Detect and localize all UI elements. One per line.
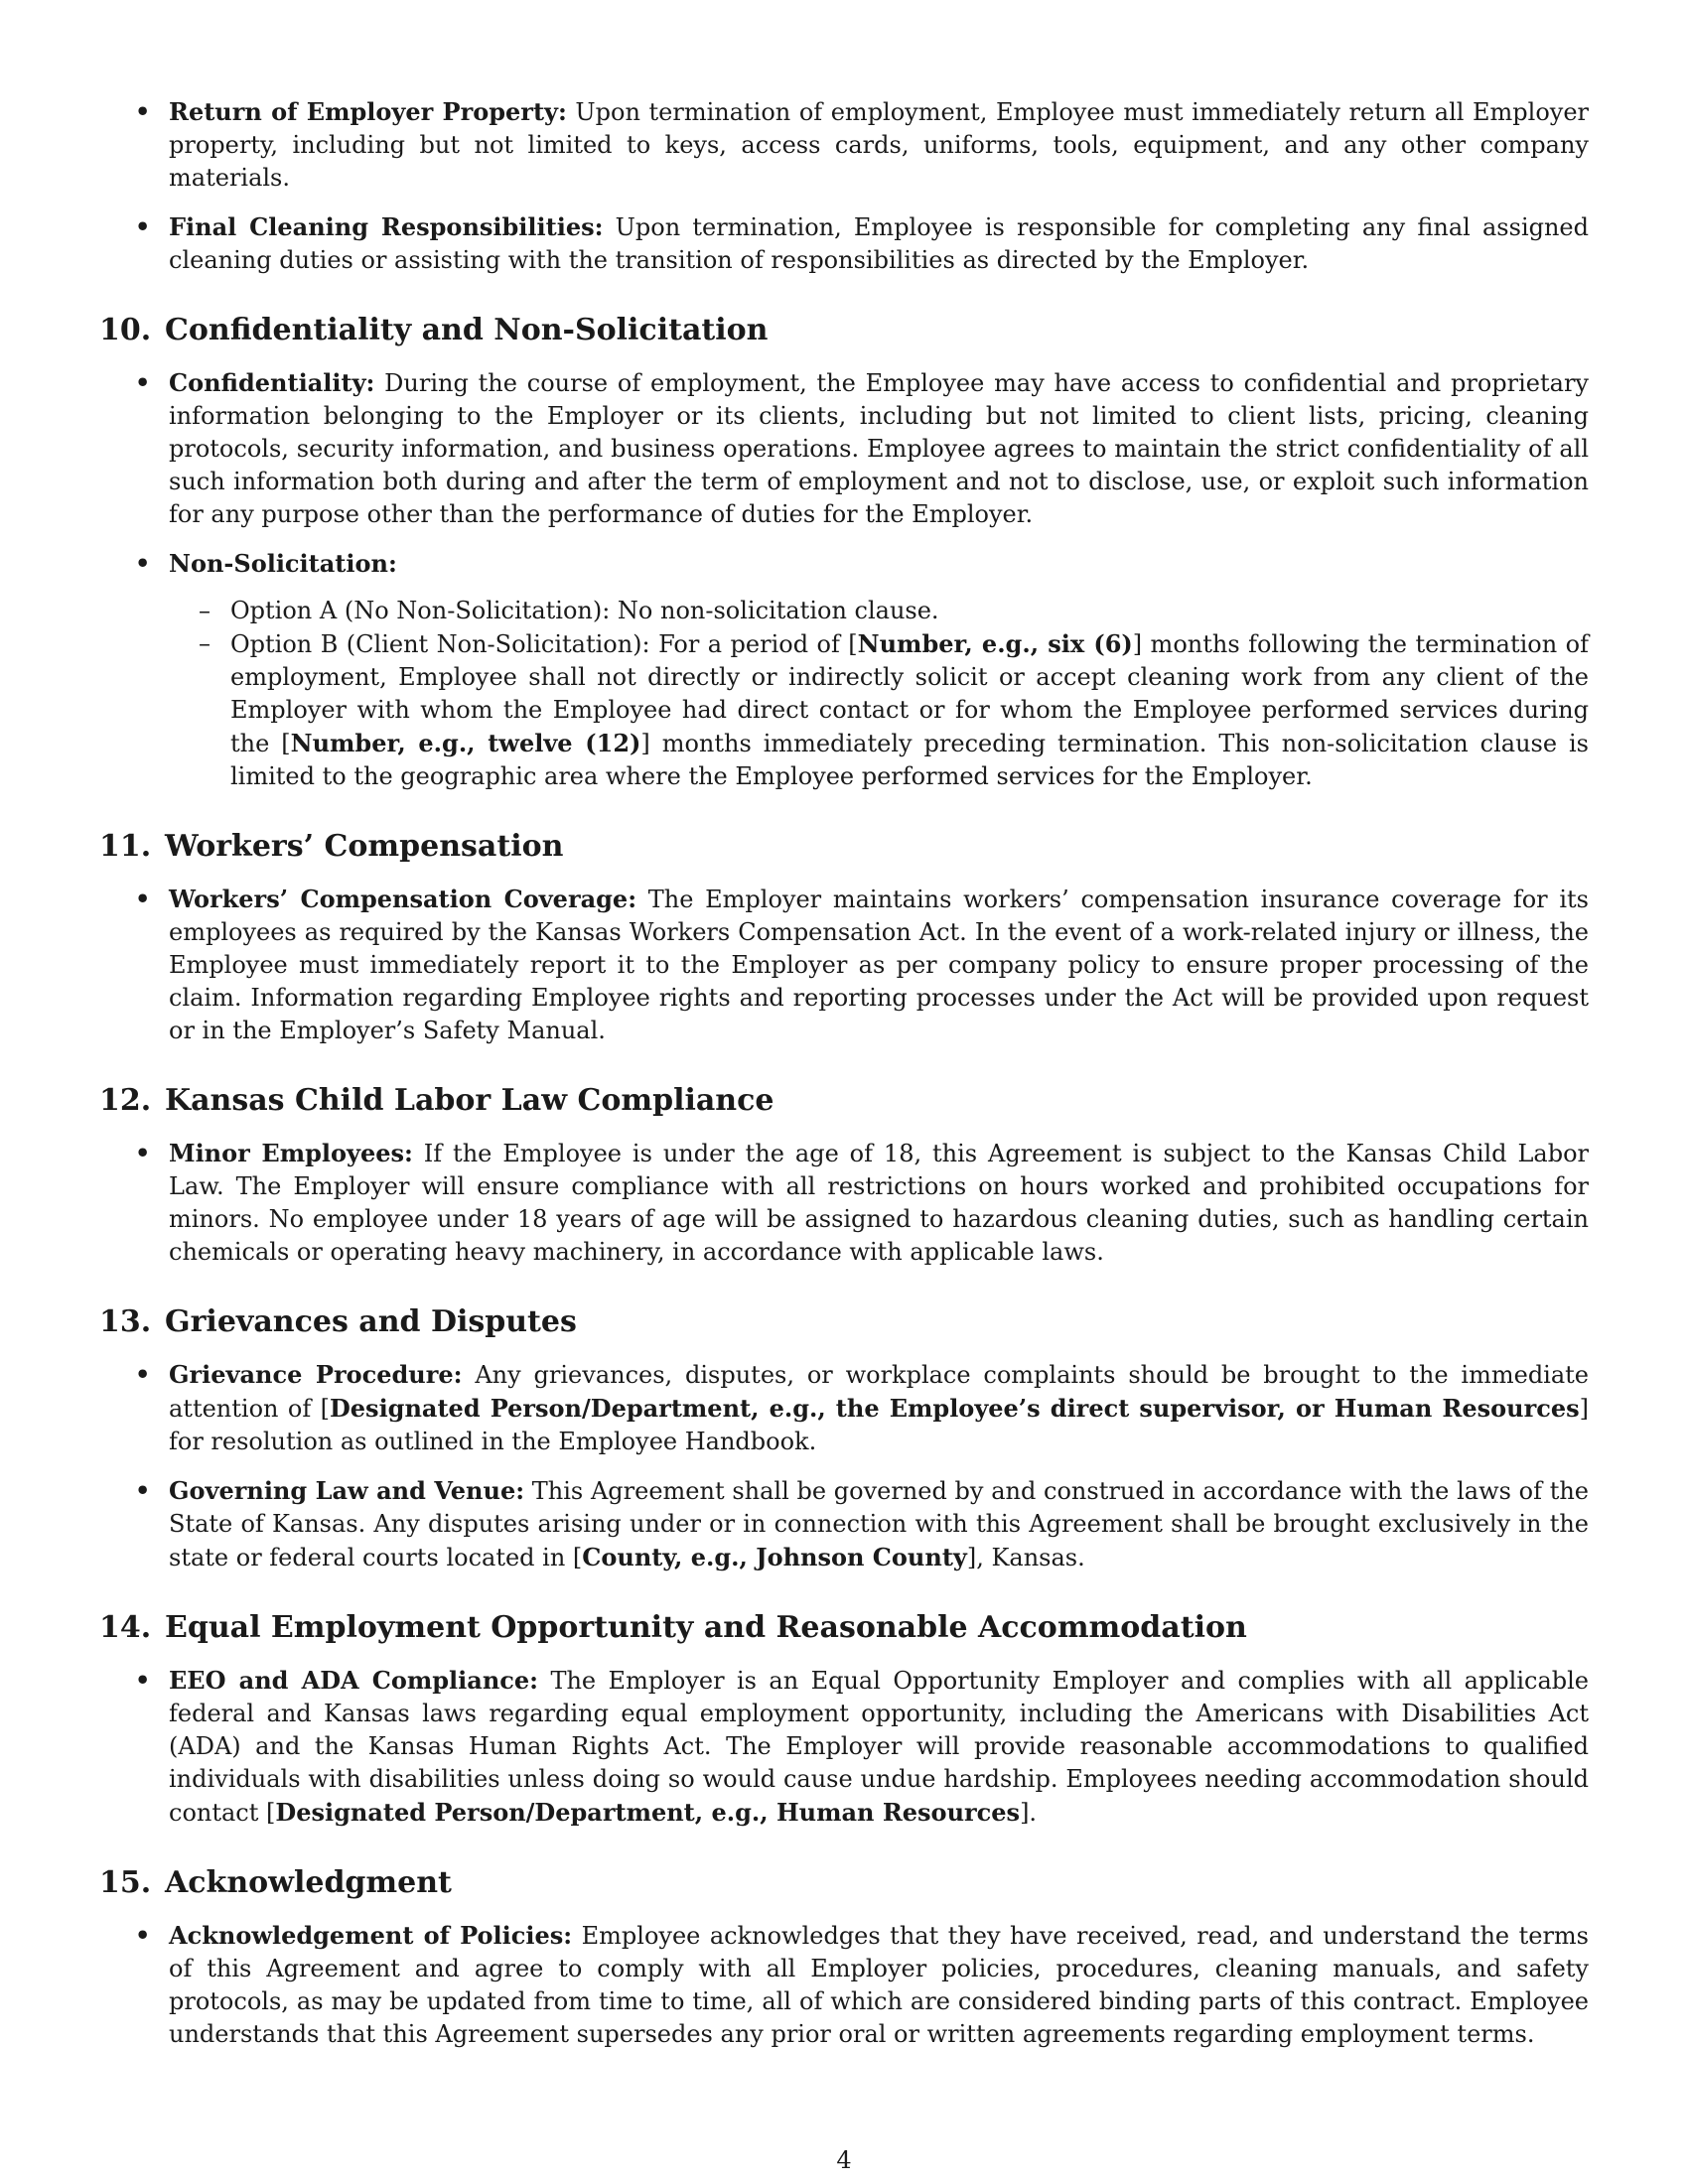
placeholder-text: Designated Person/Department, e.g., Human Resources	[275, 1798, 1021, 1827]
item-label: Acknowledgement of Policies:	[169, 1921, 573, 1950]
section-13-list	[99, 1358, 1589, 1574]
option-text: ] months following the termination of employment, Employee shall not directly or indirectly solicit or accept cleaning work from any client of the Employer with whom the Employee had direct contact or for whom the Employee performed services during the [	[230, 630, 1589, 757]
bullet-icon: •	[135, 97, 151, 126]
item-text: Upon termination of employment, Employee must immediately return all Employer property, including but not limited to keys, access cards, uniforms, tools, equipment, and any other company materials.	[169, 98, 1589, 192]
section-title: Workers’ Compensation	[165, 829, 564, 864]
item-text: Employee acknowledges that they have received, read, and understand the terms of this Agreement and agree to comply with all Employer policies, procedures, cleaning manuals, and safety protocols, as may be updated from time to time, all of which are considered binding parts of this contract. Employee understands that this Agreement supersedes any prior oral or written agreements regarding employment terms.	[169, 1922, 1589, 2048]
item-label: Governing Law and Venue:	[169, 1476, 525, 1505]
item-label: Final Cleaning Responsibilities:	[169, 212, 604, 241]
dash-icon: –	[199, 629, 211, 657]
bullet-icon: •	[135, 1921, 151, 1950]
placeholder-text: County, e.g., Johnson County	[582, 1543, 967, 1571]
list-item-eeo-ada	[99, 1664, 1589, 1830]
section-number: 10.	[99, 313, 152, 347]
item-label: Return of Employer Property:	[169, 97, 567, 126]
bullet-icon: •	[135, 1476, 151, 1505]
section-heading-12	[99, 1081, 1589, 1121]
placeholder-text: Number, e.g., twelve (12)	[290, 729, 641, 757]
list-item-workers-comp	[99, 883, 1589, 1047]
item-text: ], Kansas.	[966, 1544, 1085, 1571]
option-b	[169, 627, 1589, 793]
section-number: 12.	[99, 1083, 152, 1118]
termination-list	[99, 95, 1589, 277]
item-label: Minor Employees:	[169, 1139, 413, 1167]
non-solicitation-options	[169, 595, 1589, 793]
item-text: The Employer is an Equal Opportunity Employer and complies with all applicable federal and Kansas laws regarding equal employment opportunity, including the Americans with Disabilities Act (ADA) and the Kansas Human Rights Act. The Employer will provide reasonable accommodations to qualified individuals with disabilities unless doing so would cause undue hardship. Employees needing accommodation should contact [	[169, 1667, 1590, 1827]
section-number: 15.	[99, 1865, 152, 1900]
list-item-acknowledgement	[99, 1919, 1589, 2051]
item-label: EEO and ADA Compliance:	[169, 1666, 539, 1695]
bullet-icon: •	[135, 1666, 151, 1695]
item-text: ] for resolution as outlined in the Employee Handbook.	[169, 1395, 1590, 1455]
list-item-confidentiality	[99, 366, 1589, 531]
section-number: 13.	[99, 1304, 152, 1339]
section-heading-14	[99, 1608, 1589, 1648]
option-text: Option A (No Non-Solicitation): No non-solicitation clause.	[230, 597, 939, 624]
list-item-governing-law	[99, 1474, 1589, 1574]
page-content	[99, 95, 1589, 2067]
item-label: Non-Solicitation:	[169, 549, 397, 578]
dash-icon: –	[199, 597, 211, 624]
section-title: Confidentiality and Non-Solicitation	[165, 313, 769, 347]
item-label: Confidentiality:	[169, 368, 375, 397]
section-title: Kansas Child Labor Law Compliance	[165, 1083, 774, 1118]
section-title: Equal Employment Opportunity and Reasonable Accommodation	[165, 1610, 1247, 1645]
section-title: Acknowledgment	[165, 1865, 452, 1900]
option-a	[169, 595, 1589, 627]
page-number: 4	[836, 2146, 852, 2174]
list-item-final-cleaning	[99, 210, 1589, 277]
section-title: Grievances and Disputes	[165, 1304, 577, 1339]
bullet-icon: •	[135, 885, 151, 913]
item-text: During the course of employment, the Employee may have access to confidential and proprietary information belonging to the Employer or its clients, including but not limited to client lists, pricing, cleaning protocols, security information, and business operations. Employee agrees to maintain the strict confidentiality of all such information both during and after the term of employment and not to disclose, use, or exploit such information for any purpose other than the performance of duties for the Employer.	[169, 369, 1589, 528]
section-12-list	[99, 1137, 1589, 1269]
section-10-list	[99, 366, 1589, 793]
item-text: Upon termination, Employee is responsible for completing any final assigned cleaning duties or assisting with the transition of responsibilities as directed by the Employer.	[169, 213, 1589, 274]
item-text: Any grievances, disputes, or workplace complaints should be brought to the immediate attention of [	[169, 1361, 1590, 1423]
section-14-list	[99, 1664, 1589, 1830]
list-item-non-solicitation	[99, 547, 1589, 793]
section-heading-15	[99, 1863, 1589, 1903]
item-text: ].	[1020, 1799, 1038, 1827]
bullet-icon: •	[135, 1139, 151, 1167]
section-11-list	[99, 883, 1589, 1047]
section-heading-11	[99, 827, 1589, 867]
list-item-grievance-procedure	[99, 1358, 1589, 1458]
item-label: Workers’ Compensation Coverage:	[169, 885, 637, 913]
section-number: 14.	[99, 1610, 152, 1645]
item-label: Grievance Procedure:	[169, 1360, 463, 1389]
section-heading-10	[99, 311, 1589, 350]
bullet-icon: •	[135, 1360, 151, 1389]
placeholder-text: Designated Person/Department, e.g., the Employee’s direct supervisor, or Human Resources	[329, 1394, 1580, 1423]
bullet-icon: •	[135, 212, 151, 241]
option-text: Option B (Client Non-Solicitation): For a period of [	[230, 630, 858, 658]
section-15-list	[99, 1919, 1589, 2051]
bullet-icon: •	[135, 368, 151, 397]
section-heading-13	[99, 1302, 1589, 1342]
placeholder-text: Number, e.g., six (6)	[857, 629, 1133, 658]
option-text: ] months immediately preceding termination. This non-solicitation clause is limited to the geographic area where the Employee performed services for the Employer.	[230, 730, 1589, 790]
bullet-icon: •	[135, 549, 151, 578]
item-text: The Employer maintains workers’ compensation insurance coverage for its employees as required by the Kansas Workers Compensation Act. In the event of a work-related injury or illness, the Employee must immediately report it to the Employer as per company policy to ensure proper processing of the claim. Information regarding Employee rights and reporting processes under the Act will be provided upon request or in the Employer’s Safety Manual.	[169, 886, 1589, 1044]
list-item-return-of-property	[99, 95, 1589, 195]
section-number: 11.	[99, 829, 152, 864]
item-text: This Agreement shall be governed by and construed in accordance with the laws of the State of Kansas. Any disputes arising under or in connection with this Agreement shall be brought exclusively in the state or federal courts located in [	[169, 1477, 1589, 1571]
list-item-minor-employees	[99, 1137, 1589, 1269]
item-text: If the Employee is under the age of 18, this Agreement is subject to the Kansas Child Labor Law. The Employer will ensure compliance with all restrictions on hours worked and prohibited occupations for minors. No employee under 18 years of age will be assigned to hazardous cleaning duties, such as handling certain chemicals or operating heavy machinery, in accordance with applicable laws.	[169, 1140, 1589, 1266]
